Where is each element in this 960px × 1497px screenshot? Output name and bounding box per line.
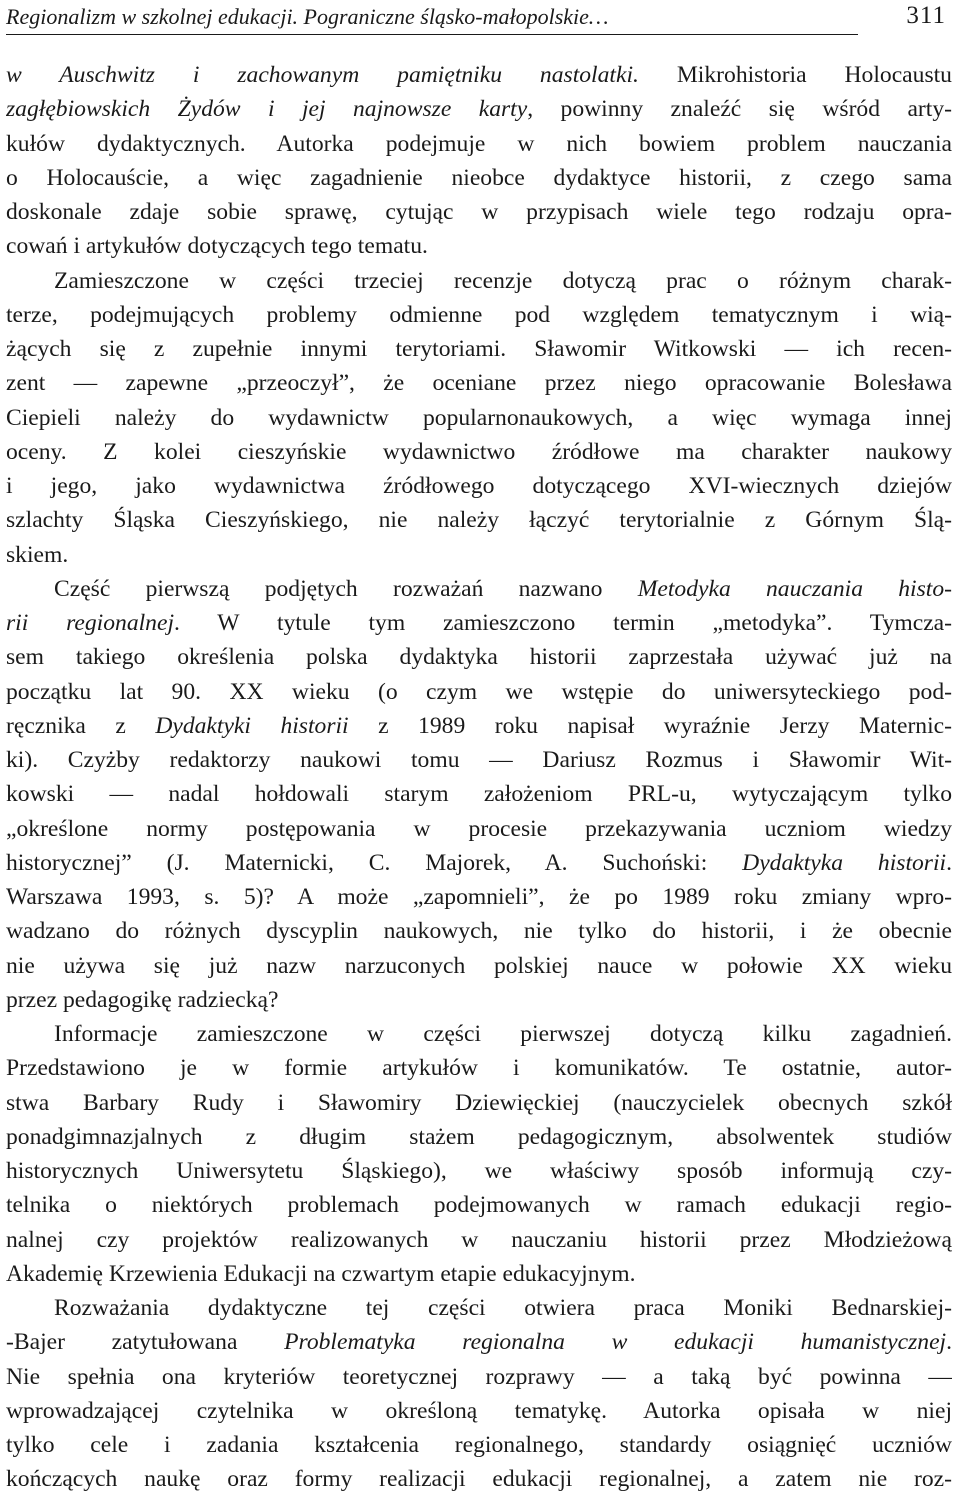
text-line: oceny. Z kolei cieszyńskie wydawnictwo źródłowe ma charakter naukowy [6, 438, 952, 465]
text-line: wprowadzającej czytelnika w określoną tematykę. Autorka opisała w niej [6, 1397, 952, 1424]
title-italic: zagłębiowskich Żydów i jej najnowsze karty [6, 96, 528, 123]
page-header [6, 2, 954, 38]
text-line: kowski — nadal hołdowali starym założeniom PRL-u, wytyczającym tylko [6, 781, 952, 808]
body-text [6, 58, 952, 1497]
title-italic: Dydaktyka historii [742, 849, 947, 876]
text-line: początku lat 90. XX wieku (o czym we wstępie do uniwersyteckiego pod- [6, 678, 952, 705]
text-line: zent — zapewne „przeoczył”, że oceniane przez niego opracowanie Bolesława [6, 370, 952, 397]
text-line: szlachty Śląska Cieszyńskiego, nie należy łączyć terytorialnie z Górnym Ślą- [6, 507, 952, 534]
text-line: o Holocauście, a więc zagadnienie nieobce dydaktyce historii, z czego sama [6, 164, 952, 191]
text-line: terze, podejmujących problemy odmienne pod względem tematycznym i wią- [6, 301, 952, 328]
text-line: Nie spełnia ona kryteriów teoretycznej rozprawy — a taką być powinna — [6, 1363, 952, 1390]
text-line: cowań i artykułów dotyczących tego tematu. [6, 233, 428, 260]
text-line: wadzano do różnych dyscyplin naukowych, nie tylko do historii, i że obecnie [6, 918, 952, 945]
text-line: -Bajer zatytułowana Problematyka regionalna w edukacji humanistycznej. [6, 1329, 952, 1356]
text-line: historycznych Uniwersytetu Śląskiego), we właściwy sposób informują czy- [6, 1158, 952, 1184]
text-line: stwa Barbary Rudy i Sławomiry Dziewięckiej (nauczycielek obecnych szkół [6, 1089, 952, 1116]
text-line: nie używa się już nazw narzuconych polskiej nauce w połowie XX wieku [6, 952, 952, 979]
text-line: Warszawa 1993, s. 5)? A może „zapomnieli”, że po 1989 roku zmiany wpro- [6, 884, 952, 910]
title-italic: w Auschwitz i zachowanym pamiętniku nastolatki. [6, 62, 677, 88]
header-rule [6, 34, 858, 35]
text-line: zagłębiowskich Żydów i jej najnowsze karty, powinny znaleźć się wśród arty- [6, 96, 952, 123]
text-line: Informacje zamieszczone w części pierwszej dotyczą kilku zagadnień. [54, 1021, 952, 1047]
text-line: ponadgimnazjalnych z długim stażem pedagogicznym, absolwentek studiów [6, 1123, 952, 1150]
running-title: Regionalizm w szkolnej edukacji. Pograniczne śląsko-małopolskie… [6, 4, 609, 29]
text-line: sem takiego określenia polska dydaktyka historii zaprzestała używać już na [6, 644, 952, 671]
text-line: nalnej czy projektów realizowanych w nauczaniu historii przez Młodzieżową [6, 1226, 952, 1253]
title-italic: Metodyka nauczania histo- [637, 575, 952, 602]
text-line: kończących naukę oraz formy realizacji edukacji regionalnej, a zatem nie roz- [6, 1466, 952, 1493]
text-line: Rozważania dydaktyczne tej części otwiera praca Moniki Bednarskiej- [54, 1295, 952, 1321]
text-line: ręcznika z Dydaktyki historii z 1989 roku napisał wyraźnie Jerzy Maternic- [6, 712, 952, 739]
page-number: 311 [906, 2, 946, 29]
text-line: i jego, jako wydawnictwa źródłowego dotyczącego XVI-wiecznych dziejów [6, 473, 952, 499]
text-line: Przedstawiono je w formie artykułów i komunikatów. Te ostatnie, autor- [6, 1055, 952, 1082]
title-italic: Dydaktyki historii [155, 712, 349, 739]
text-line: w Auschwitz i zachowanym pamiętniku nastolatki. Mikrohistoria Holocaustu [6, 62, 952, 88]
title-italic: Problematyka regionalna w edukacji humanistycznej [284, 1329, 947, 1356]
text-line: Część pierwszą podjętych rozważań nazwano Metodyka nauczania histo- [54, 575, 952, 602]
text-line: rii regionalnej. W tytule tym zamieszczono termin „metodyka”. Tymcza- [6, 610, 952, 636]
text-line: żących się z zupełnie innymi terytoriami. Sławomir Witkowski — ich recen- [6, 336, 952, 362]
text-line: doskonale zdaje sobie sprawę, cytując w przypisach wiele tego rodzaju opra- [6, 199, 952, 225]
text-line: Akademię Krzewienia Edukacji na czwartym etapie edukacyjnym. [6, 1260, 636, 1287]
text-line: Ciepieli należy do wydawnictw popularnonaukowych, a więc wymaga innej [6, 404, 952, 431]
text-line: przez pedagogikę radziecką? [6, 986, 279, 1013]
text-line: „określone normy postępowania w procesie przekazywania uczniom wiedzy [6, 815, 952, 842]
text-line: tylko cele i zadania kształcenia regionalnego, standardy osiągnięć uczniów [6, 1432, 952, 1458]
title-italic: rii regionalnej [6, 610, 175, 636]
text-line: Zamieszczone w części trzeciej recenzje dotyczą prac o różnym charak- [54, 267, 952, 294]
text-line: ki). Czyżby redaktorzy naukowi tomu — Dariusz Rozmus i Sławomir Wit- [6, 747, 952, 773]
text-line: telnika o niektórych problemach podejmowanych w ramach edukacji regio- [6, 1192, 952, 1219]
text-line: historycznej” (J. Maternicki, C. Majorek, A. Suchoński: Dydaktyka historii. [6, 849, 952, 876]
text-line: kułów dydaktycznych. Autorka podejmuje w nich bowiem problem nauczania [6, 130, 952, 157]
text-line: skiem. [6, 541, 69, 568]
